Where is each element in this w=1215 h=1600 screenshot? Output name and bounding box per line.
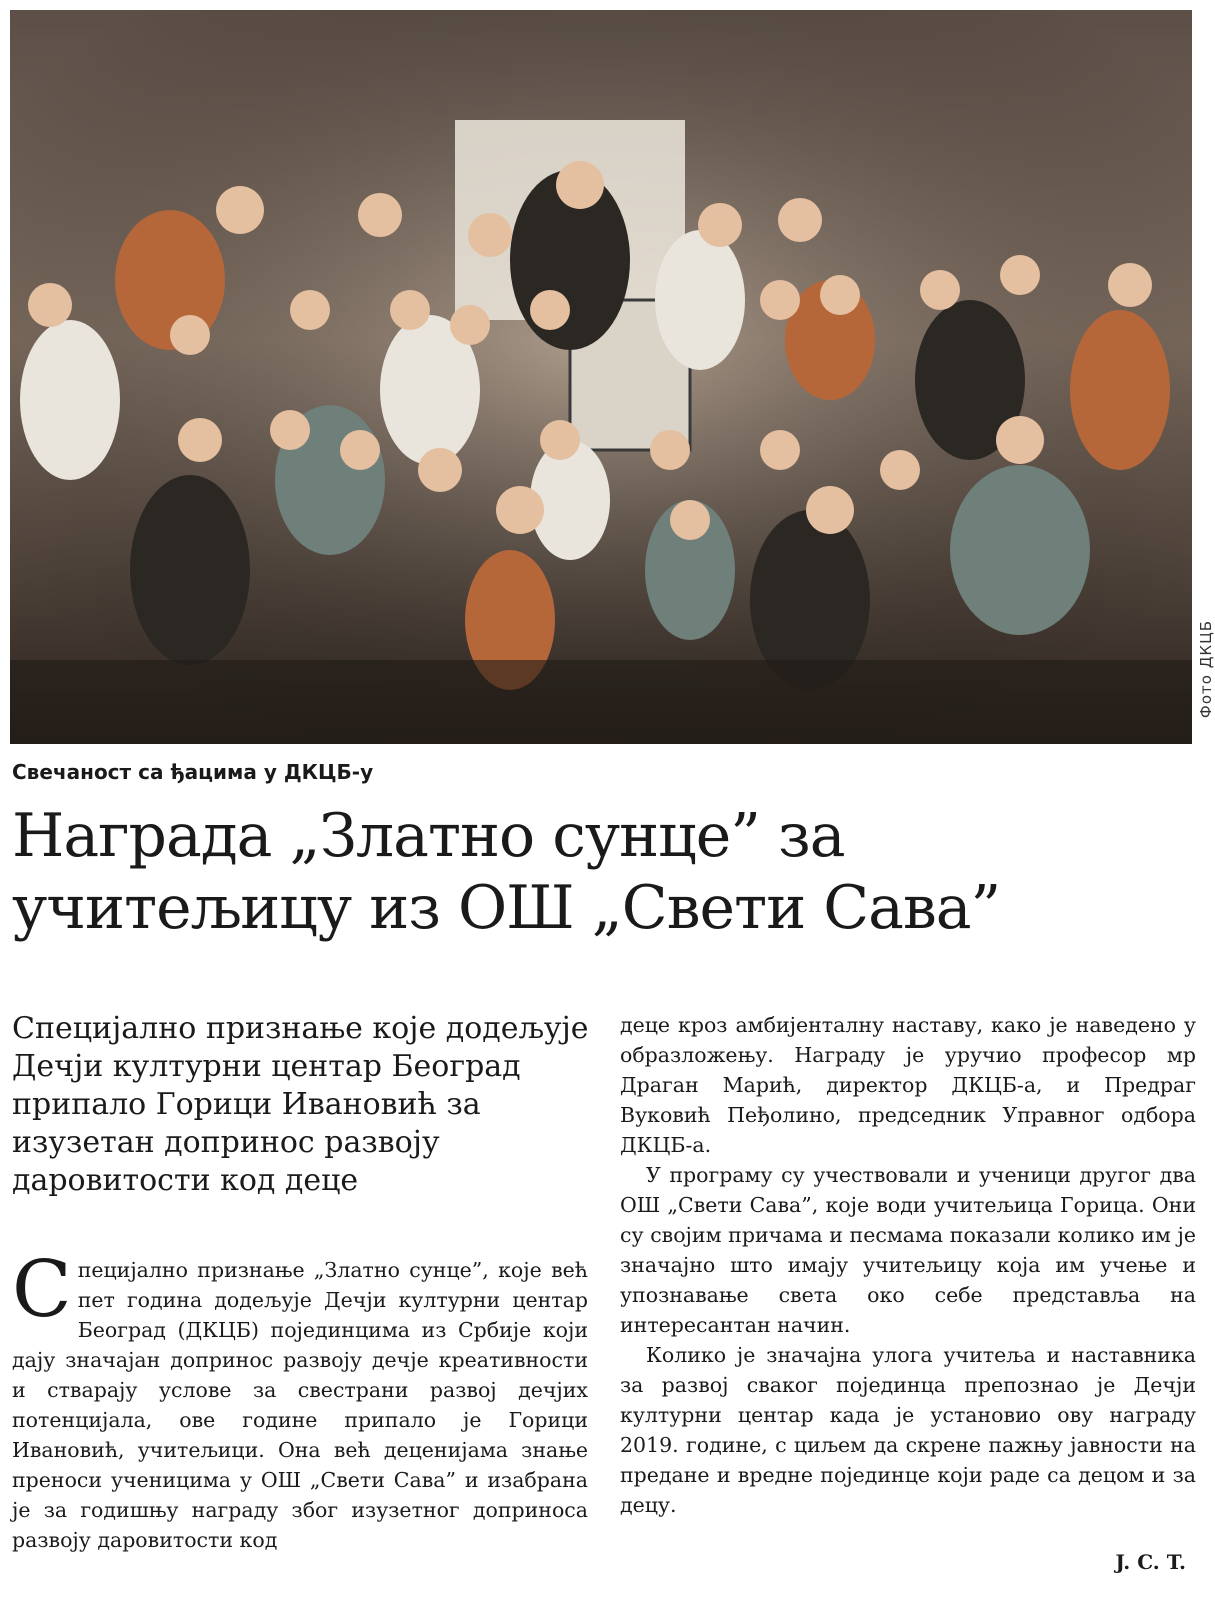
lead-paragraph: Специјално признање које додељује Дечји културни центар Београд припало Горици Ивановић за изузетан допринос развоју даровитости код деце xyxy=(12,1011,589,1198)
photo-credit: Фото ДКЦБ xyxy=(1197,620,1215,719)
author-signature: J. C. T. xyxy=(1115,1550,1186,1574)
body-paragraph-1 xyxy=(12,1245,588,1555)
photo-caption: Свечаност са ђацима у ДКЦБ-у xyxy=(12,760,374,784)
group-photo xyxy=(10,10,1192,744)
body-paragraph-1-text: пецијално признање „Златно сунце”, које већ пет година додељује Дечји културни центар Београд (ДКЦБ) појединцима из Србије који дају значајан допринос развоју дечје креативности и стварају услове за свестрани развој дечјих потенцијала, ове године припало је Горици Ивановић, учитељици. Она већ деценијама знање преноси ученицима у ОШ „Свети Сава” и изабрана је за годишњу награду због изузетног доприноса развоју даровитости код xyxy=(12,1258,588,1552)
group-photo-children-icon xyxy=(10,10,1192,744)
dropcap: С xyxy=(12,1245,72,1335)
body-paragraph-1-continued: деце кроз амбијенталну наставу, како је наведено у образложењу. Награду је уручио професор мр Драган Марић, директор ДКЦБ-а, и Предраг Вуковић Пеђолино, председник Управног одбора ДКЦБ-а. xyxy=(620,1013,1196,1157)
article-column-left xyxy=(12,1245,588,1555)
body-paragraph-2: У програму су учествовали и ученици другог два ОШ „Свети Сава”, које води учитељица Горица. Они су својим причама и песмама показали колико им је значајно што имају учитељицу која им учење и упознавање света око себе представља на интересантан начин. xyxy=(620,1163,1196,1337)
headline: Награда „Златно сунце” за учитељицу из ОШ „Свети Сава” xyxy=(12,801,1001,943)
body-paragraph-3: Колико је значајна улога учитеља и наставника за развој сваког појединца препознао је Дечји културни центар када је установио ову награду 2019. године, с циљем да скрене пажњу јавности на предане и вредне појединце који раде са децом и за децу. xyxy=(620,1343,1196,1517)
article-column-right xyxy=(620,1010,1196,1520)
